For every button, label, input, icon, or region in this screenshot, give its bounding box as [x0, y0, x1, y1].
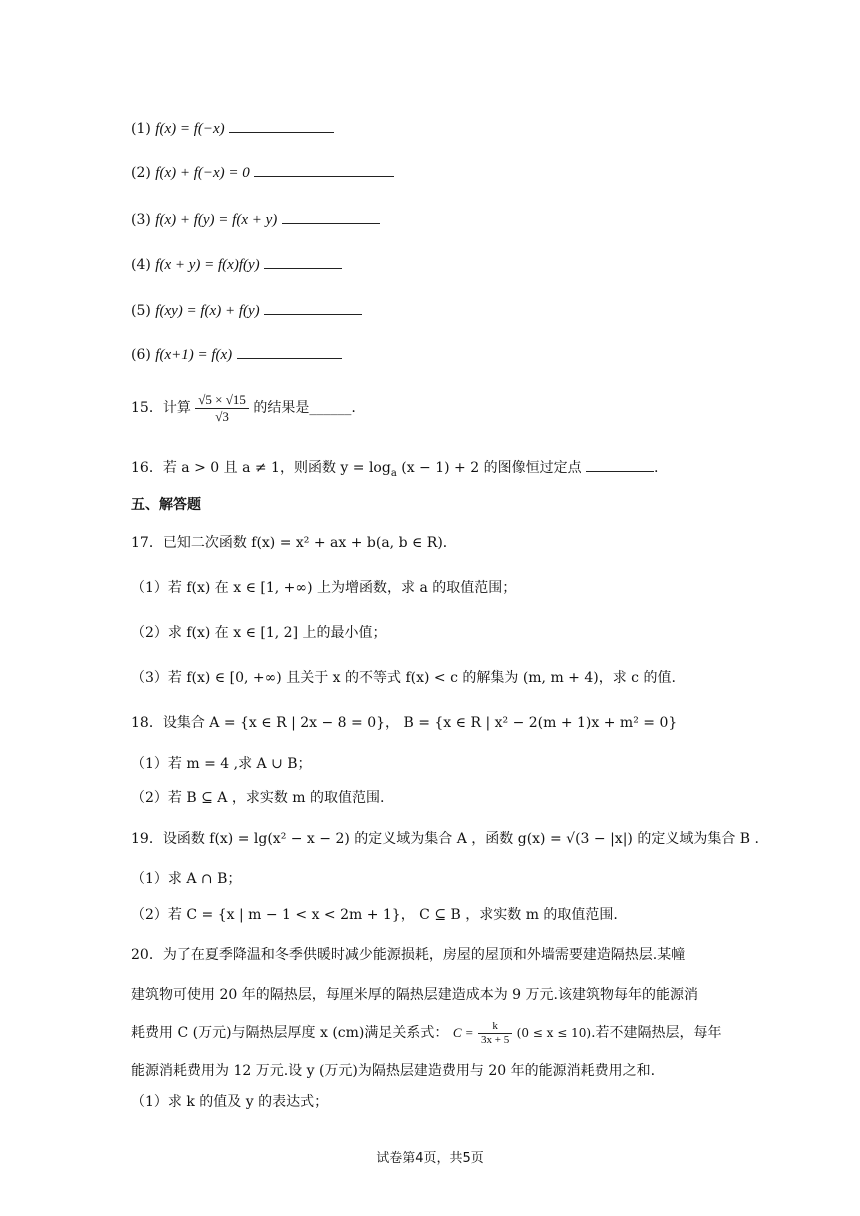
- page-footer: 试卷第4页，共5页: [376, 1151, 484, 1166]
- fill-item-4: (4) f(x + y) = f(x)f(y): [131, 253, 342, 275]
- answer-blank[interactable]: [237, 343, 342, 359]
- question-17-stem: 17．已知二次函数 f(x) = x² + ax + b(a, b ∈ R)．: [131, 535, 457, 551]
- section-heading: 五、解答题: [131, 497, 201, 513]
- fill-item-6: (6) f(x+1) = f(x): [131, 343, 342, 365]
- question-20-part-1: （1）求 k 的值及 y 的表达式；: [131, 1094, 329, 1110]
- question-18-part-1: （1）若 m = 4 ,求 A ∪ B；: [131, 756, 312, 772]
- question-20-line-2: 建筑物可使用 20 年的隔热层，每厘米厚的隔热层建造成本为 9 万元.该建筑物每年的能源消: [131, 987, 698, 1003]
- question-19-stem: 19．设函数 f(x) = lg(x² − x − 2) 的定义域为集合 A ，函数 g(x) = √(3 − |x|) 的定义域为集合 B .: [131, 831, 759, 847]
- question-17-part-2: （2）求 f(x) 在 x ∈ [1, 2] 上的最小值；: [131, 625, 387, 641]
- question-20-line-3: 耗费用 C (万元)与隔热层厚度 x (cm)满足关系式： C = $\frac{k}{3x + 5}$ (0 ≤ x ≤ 10).若不建隔热层，每年: [131, 1019, 722, 1046]
- question-18-stem: 18．设集合 A = {x ∈ R | 2x − 8 = 0}， B = {x ∈ R | x² − 2(m + 1)x + m² = 0}: [131, 715, 678, 731]
- question-19-part-2: （2）若 C = {x | m − 1 < x < 2m + 1}， C ⊆ B ，求实数 m 的取值范围.: [131, 907, 618, 923]
- answer-blank[interactable]: [229, 117, 334, 133]
- question-20-line-1: 20．为了在夏季降温和冬季供暖时减少能源损耗，房屋的屋顶和外墙需要建造隔热层.某幢: [131, 947, 686, 963]
- answer-blank[interactable]: [254, 161, 394, 177]
- question-16: 16．若 a > 0 且 a ≠ 1，则函数 $y = \log_a (x - 1) + 2$ 的图像恒过定点 .: [131, 456, 658, 484]
- fraction: $\frac{√5 \times √15}{√3}$: [195, 392, 249, 425]
- question-17-part-1: （1）若 f(x) 在 x ∈ [1, +∞) 上为增函数，求 a 的取值范围；: [131, 580, 517, 596]
- fill-item-3: (3) f(x) + f(y) = f(x + y): [131, 208, 380, 230]
- answer-blank[interactable]: [586, 456, 654, 472]
- answer-blank[interactable]: [264, 299, 362, 315]
- question-19-part-1: （1）求 A ∩ B；: [131, 871, 242, 887]
- answer-blank[interactable]: [264, 253, 342, 269]
- answer-blank[interactable]: [282, 208, 380, 224]
- fraction: $\frac{k}{3x + 5}$: [478, 1020, 512, 1047]
- fill-item-1: (1) f(x) = f(−x): [131, 117, 334, 139]
- question-20-line-4: 能源消耗费用为 12 万元.设 y (万元)为隔热层建造费用与 20 年的能源消耗费用之和.: [131, 1063, 656, 1079]
- question-17-part-3: （3）若 f(x) ∈ [0, +∞) 且关于 x 的不等式 f(x) < c 的解集为 (m, m + 4)，求 c 的值.: [131, 670, 676, 686]
- fill-item-2: (2) f(x) + f(−x) = 0: [131, 161, 394, 183]
- fill-item-5: (5) f(xy) = f(x) + f(y): [131, 299, 362, 321]
- question-15: 15．计算 $\frac{√5 \times √15}{√3}$ 的结果是______.: [131, 391, 356, 424]
- question-18-part-2: （2）若 B ⊆ A ，求实数 m 的取值范围.: [131, 790, 385, 806]
